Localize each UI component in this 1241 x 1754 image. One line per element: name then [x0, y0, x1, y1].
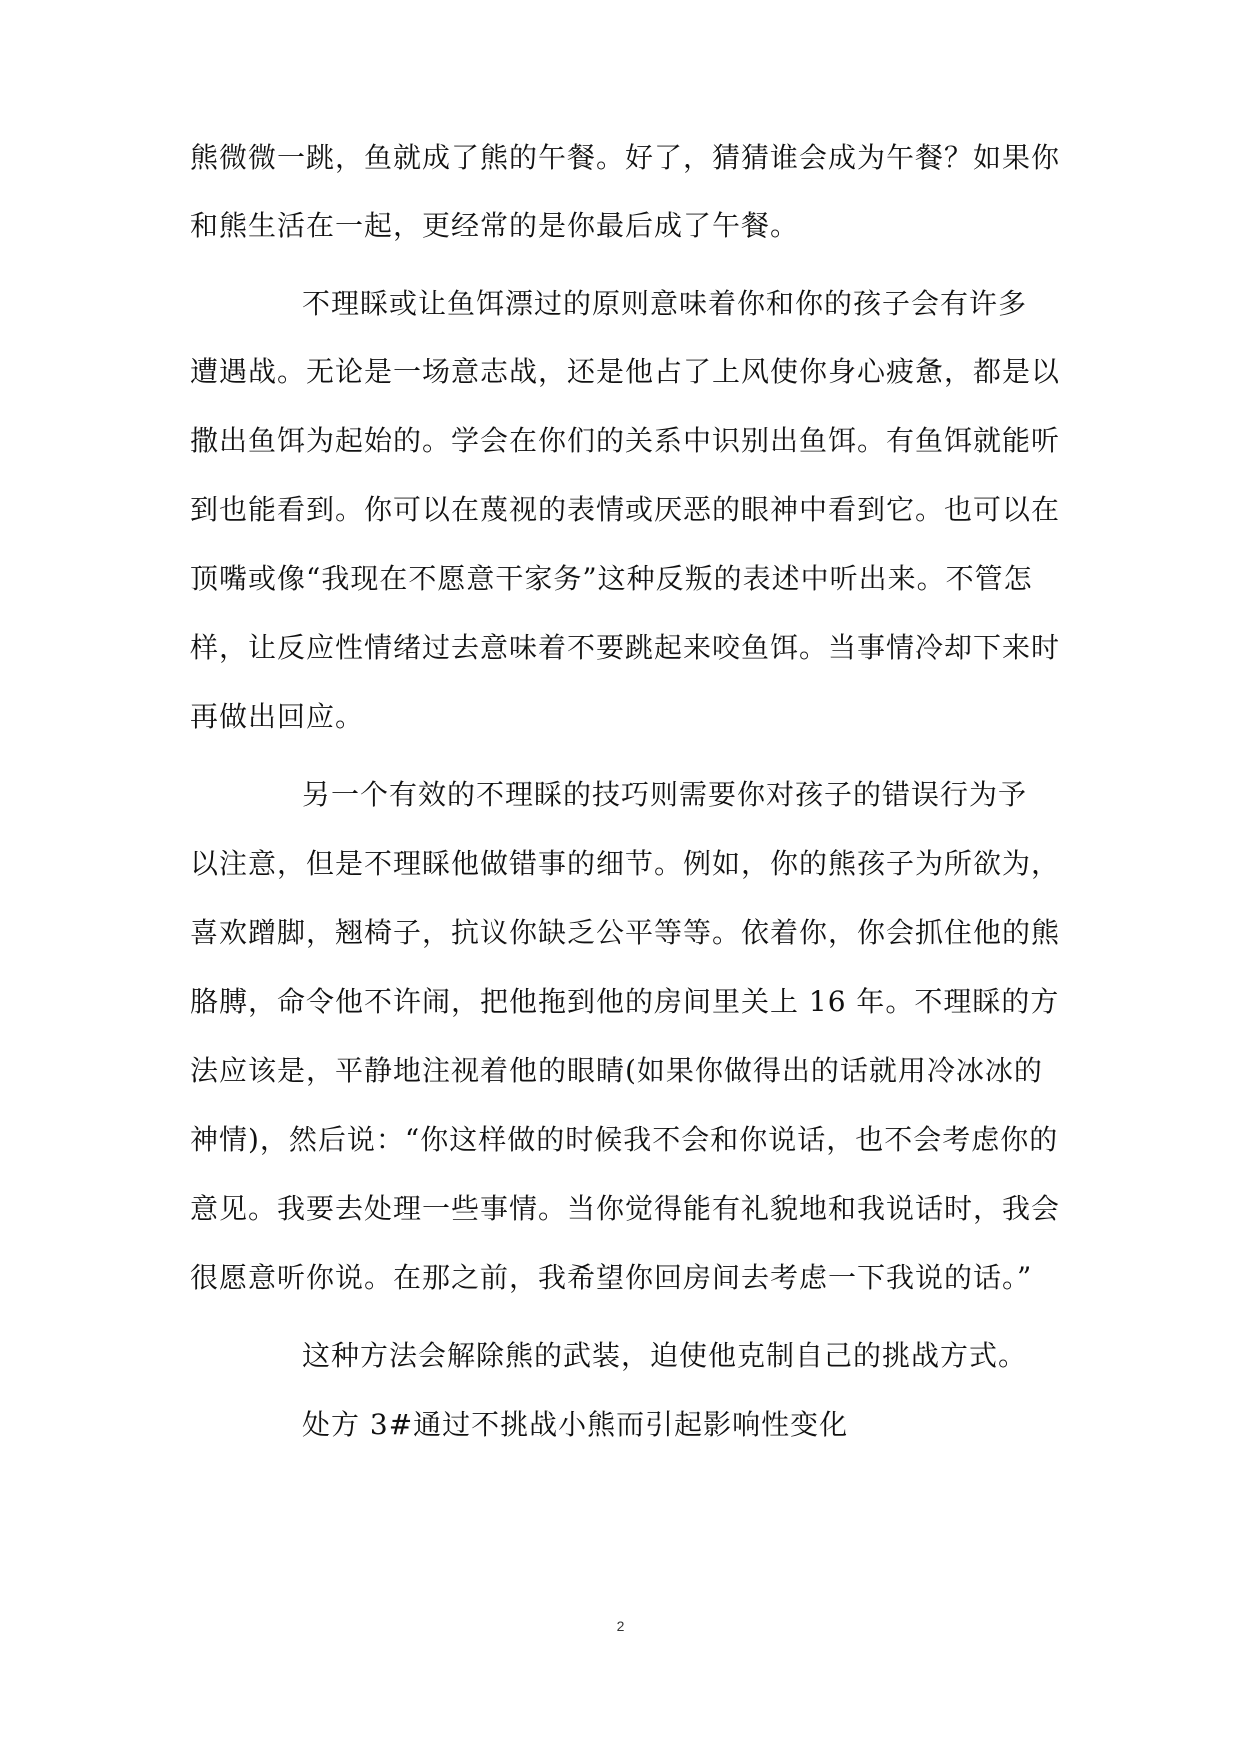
text-line: 神情)，然后说：“你这样做的时候我不会和你说话，也不会考虑你的	[190, 1123, 1059, 1156]
text-line: 法应该是，平静地注视着他的眼睛(如果你做得出的话就用冷冰冰的	[190, 1054, 1043, 1087]
text-line: 熊微微一跳，鱼就成了熊的午餐。好了，猜猜谁会成为午餐？如果你	[190, 141, 1061, 174]
text-line: 顶嘴或像“我现在不愿意干家务”这种反叛的表述中听出来。不管怎	[190, 562, 1033, 595]
paragraph-first-line: 不理睬或让鱼饵漂过的原则意味着你和你的孩子会有许多	[302, 287, 1028, 320]
text-line: 撒出鱼饵为起始的。学会在你们的关系中识别出鱼饵。有鱼饵就能听	[190, 424, 1061, 457]
text-line: 胳膊，命令他不许闹，把他拖到他的房间里关上 16 年。不理睬的方	[190, 985, 1060, 1018]
text-line: 再做出回应。	[190, 700, 365, 733]
section-heading: 处方 3#通过不挑战小熊而引起影响性变化	[302, 1408, 849, 1441]
text-line: 样，让反应性情绪过去意味着不要跳起来咬鱼饵。当事情冷却下来时	[190, 631, 1061, 664]
paragraph-first-line: 这种方法会解除熊的武装，迫使他克制自己的挑战方式。	[302, 1339, 1028, 1372]
text-line: 以注意，但是不理睬他做错事的细节。例如，你的熊孩子为所欲为，	[190, 847, 1061, 880]
text-line: 很愿意听你说。在那之前，我希望你回房间去考虑一下我说的话。”	[190, 1261, 1033, 1294]
text-line: 到也能看到。你可以在蔑视的表情或厌恶的眼神中看到它。也可以在	[190, 493, 1061, 526]
paragraph-first-line: 另一个有效的不理睬的技巧则需要你对孩子的错误行为予	[302, 778, 1028, 811]
text-line: 和熊生活在一起，更经常的是你最后成了午餐。	[190, 209, 800, 242]
page-number: 2	[616, 1618, 625, 1634]
text-line: 喜欢蹭脚，翘椅子，抗议你缺乏公平等等。依着你，你会抓住他的熊	[190, 916, 1061, 949]
text-line: 遭遇战。无论是一场意志战，还是他占了上风使你身心疲惫，都是以	[190, 355, 1061, 388]
text-line: 意见。我要去处理一些事情。当你觉得能有礼貌地和我说话时，我会	[190, 1192, 1061, 1225]
